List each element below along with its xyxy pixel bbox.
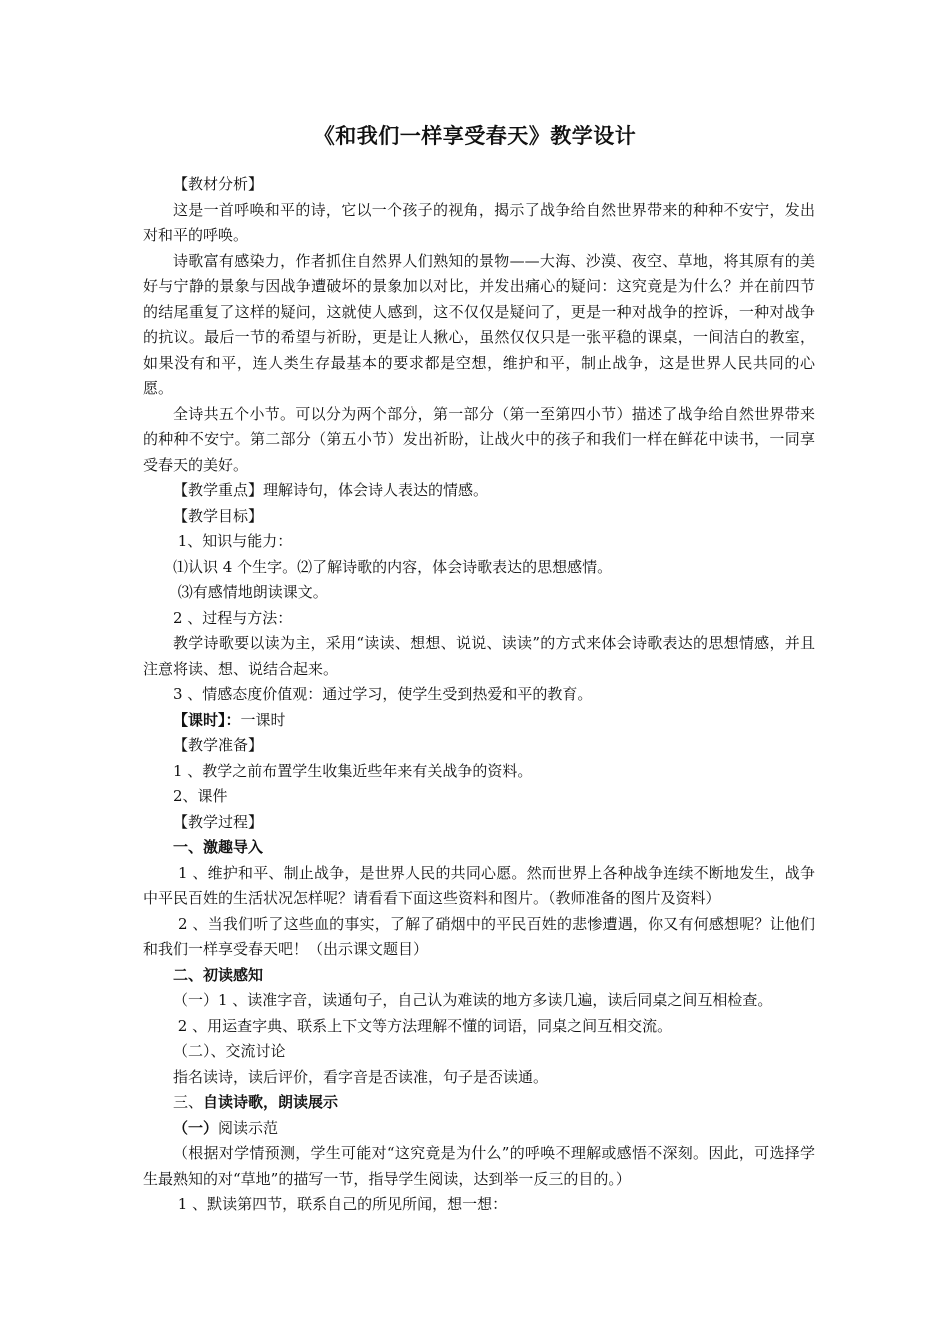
paragraph: 全诗共五个小节。可以分为两个部分，第一部分（第一至第四小节）描述了战争给自然世界带来的种种不安宁。第二部分（第五小节）发出祈盼，让战火中的孩子和我们一样在鲜花中读书，一同享受春天的美好。 bbox=[143, 404, 815, 474]
section-heading-hours bbox=[143, 708, 815, 734]
paragraph: 指名读诗，读后评价，看字音是否读准，句子是否读通。 bbox=[173, 1067, 549, 1086]
paragraph: 1 、默读第四节，联系自己的所见所闻，想一想： bbox=[173, 1195, 508, 1213]
section-heading-process: 【教学过程】 bbox=[173, 812, 264, 831]
prep-item: 1 、教学之前布置学生收集近些年来有关战争的资料。 bbox=[173, 761, 533, 780]
paragraph: 2 、用运查字典、联系上下文等方法理解不懂的词语，同桌之间互相交流。 bbox=[173, 1016, 673, 1035]
paragraph: 教学诗歌要以读为主，采用“读读、想想、说说、读读”的方式来体会诗歌表达的思想情感，并且注意将读、想、说结合起来。 bbox=[143, 634, 815, 678]
section-heading-analysis: 【教材分析】 bbox=[173, 175, 264, 193]
paragraph: 1 、维护和平、制止战争，是世界人民的共同心愿。然而世界上各种战争连续不断地发生，战争中平民百姓的生活状况怎样呢？请看看下面这些资料和图片。（教师准备的图片及资料） bbox=[143, 863, 815, 907]
document-title: 《和我们一样享受春天》教学设计 bbox=[313, 124, 637, 148]
prep-item: 2、课件 bbox=[173, 787, 228, 805]
step-heading: 一、激趣导入 bbox=[173, 838, 264, 856]
paragraph: 2 、当我们听了这些血的事实，了解了硝烟中的平民百姓的悲惨遭遇，你又有何感想呢？让他们和我们一样享受春天吧！（出示课文题目） bbox=[143, 914, 815, 958]
paragraph: （一）1 、读准字音，读通句子，自己认为难读的地方多读几遍，读后同桌之间互相检查。 bbox=[173, 991, 773, 1009]
section-heading-prep: 【教学准备】 bbox=[173, 736, 264, 754]
sub-title: 阅读示范 bbox=[218, 1118, 279, 1137]
document-body bbox=[143, 172, 815, 1218]
goal-item: 1、知识与能力： bbox=[173, 532, 293, 550]
goal-detail: ⑶有感情地朗读课文。 bbox=[173, 583, 328, 601]
paragraph: 诗歌富有感染力，作者抓住自然界人们熟知的景物——大海、沙漠、夜空、草地，将其原有的美好与宁静的景象与因战争遭破坏的景象加以对比，并发出痛心的疑问：这究竟是为什么？并在前四节的结尾重复了这样的疑问，这就使人感到，这不仅仅是疑问了，更是一种对战争的控诉，一种对战争的抗议。最后一节的希望与祈盼，更是让人揪心，虽然仅仅只是一张平稳的课桌，一间洁白的教室，如果没有和平，连人类生存最基本的要求都是空想，维护和平，制止战争，这是世界人民共同的心愿。 bbox=[143, 251, 815, 397]
step-title: 自读诗歌，朗读展示 bbox=[203, 1093, 339, 1111]
sub-number: （一） bbox=[173, 1118, 219, 1137]
sub-heading: （二）、交流讨论 bbox=[173, 1042, 286, 1060]
section-heading-goals: 【教学目标】 bbox=[173, 506, 264, 525]
goal-detail: ⑴认识 4 个生字。⑵了解诗歌的内容，体会诗歌表达的思想感情。 bbox=[173, 557, 613, 576]
paragraph: （根据对学情预测，学生可能对“这究竟是为什么”的呼唤不理解或感悟不深刻。因此，可选择学生最熟知的对“草地”的描写一节，指导学生阅读，达到举一反三的目的。） bbox=[143, 1144, 815, 1188]
section-heading-focus: 【教学重点】理解诗句，体会诗人表达的情感。 bbox=[173, 481, 489, 499]
paragraph: 这是一首呼唤和平的诗，它以一个孩子的视角，揭示了战争给自然世界带来的种种不安宁，发出对和平的呼唤。 bbox=[143, 200, 815, 244]
goal-item: 2 、过程与方法： bbox=[173, 608, 293, 627]
step-heading bbox=[143, 1090, 815, 1116]
hours-label: 【课时】： bbox=[173, 710, 241, 729]
step-number: 三、 bbox=[173, 1093, 204, 1111]
step-heading: 二、初读感知 bbox=[173, 965, 264, 984]
hours-value: 一课时 bbox=[240, 710, 286, 729]
sub-heading bbox=[143, 1116, 815, 1142]
goal-item: 3 、情感态度价值观：通过学习，使学生受到热爱和平的教育。 bbox=[173, 685, 593, 703]
